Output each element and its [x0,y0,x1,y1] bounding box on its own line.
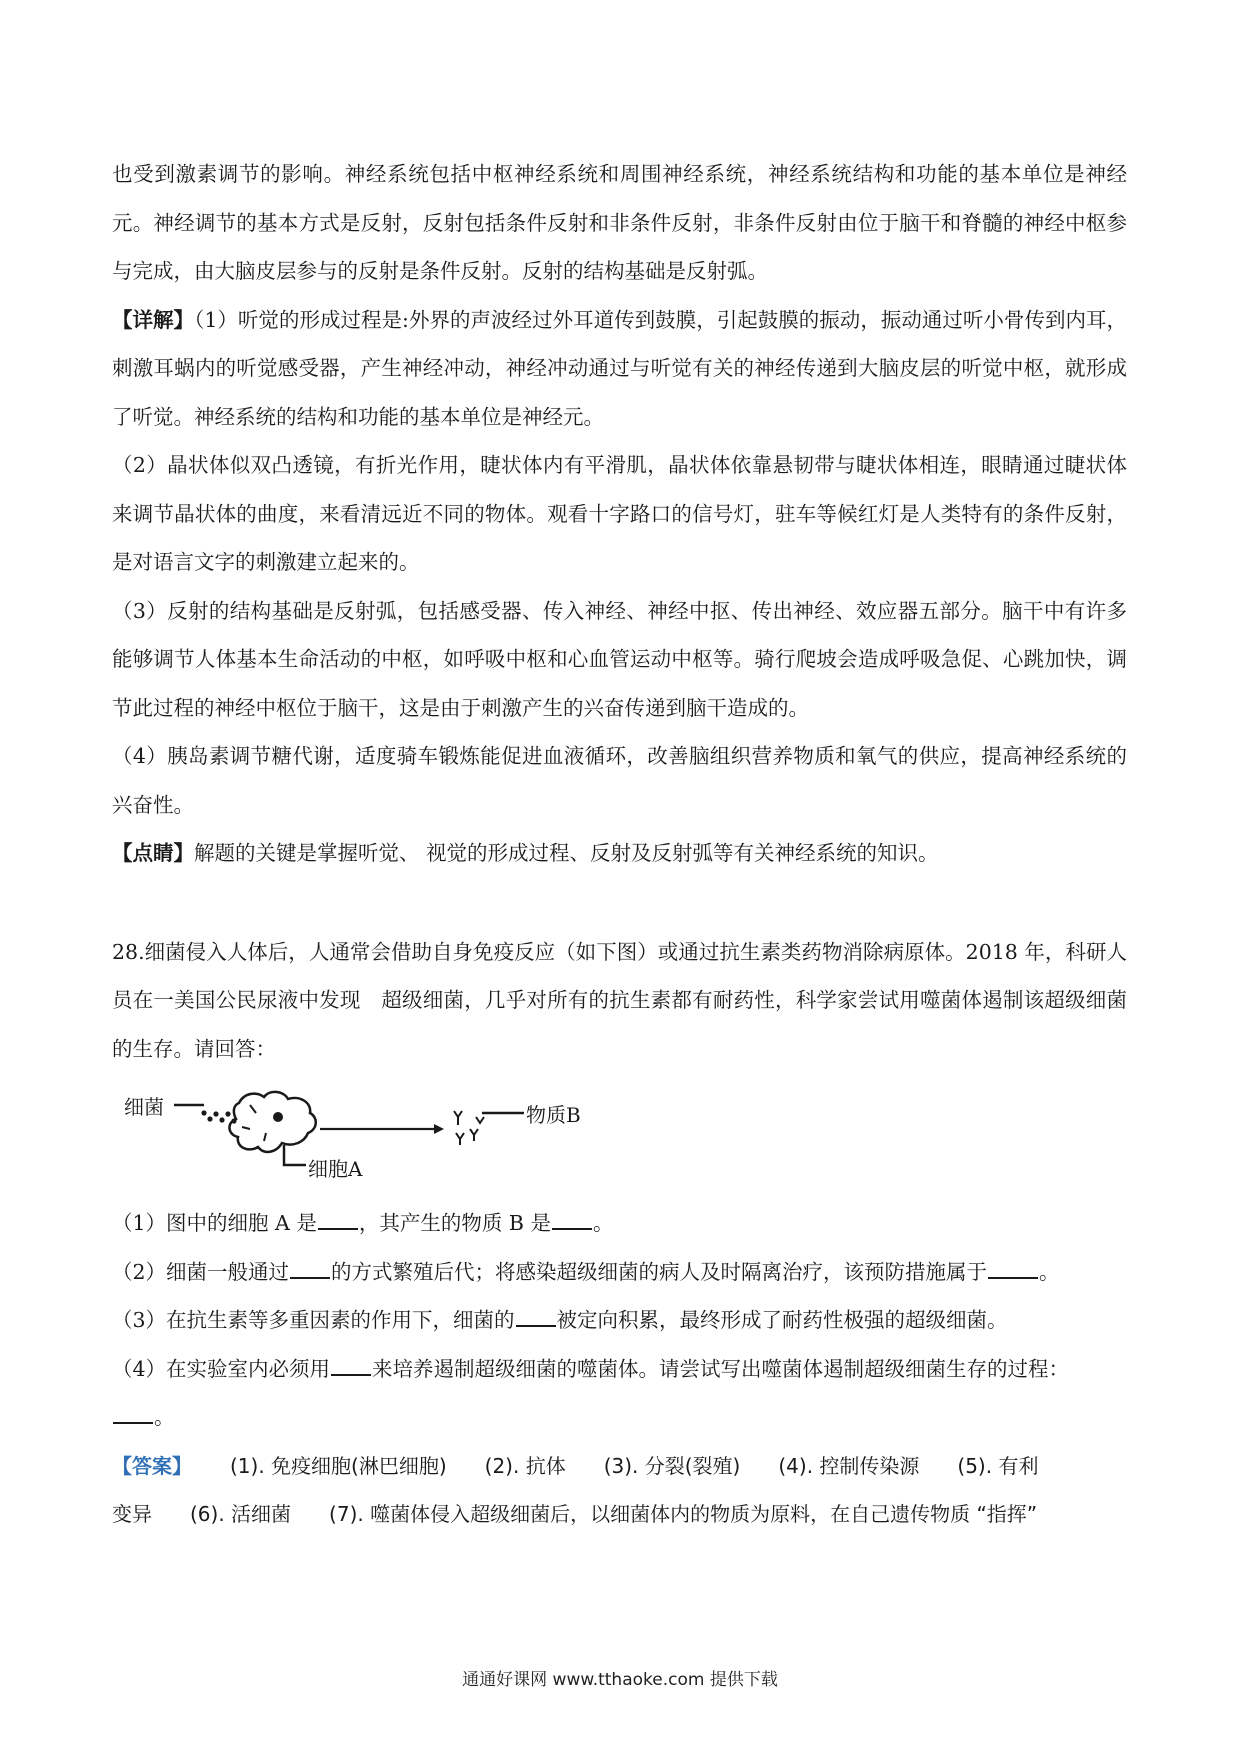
q3-text-a: （3）在抗生素等多重因素的作用下，细菌的 [112,1308,515,1332]
answer-5a: (5). 有利 [957,1453,1039,1478]
question-28-part1 [112,1199,1127,1248]
q1-text-b: ，其产生的物质 B 是 [358,1211,551,1235]
label-cell-a: 细胞A [308,1157,363,1181]
cell-a-shape [229,1092,315,1152]
detail-q4: （4）胰岛素调节糖代谢，适度骑车锻炼能促进血液循环，改善脑组织营养物质和氧气的供应，提高神经系统的兴奋性。 [112,744,1127,817]
comment-paragraph [112,829,1127,878]
label-bacteria: 细菌 [124,1095,164,1119]
answer-blank [516,1324,556,1327]
answer-3: (3). 分裂(裂殖) [603,1453,741,1478]
q4-text-b: 来培养遏制超级细菌的噬菌体。请尝试写出噬菌体遏制超级细菌生存的过程： [372,1356,1070,1381]
detail-q1-text: （1）听觉的形成过程是:外界的声波经过外耳道传到鼓膜，引起鼓膜的振动，振动通过听小骨传到内耳，刺激耳蜗内的听觉感受器，产生神经冲动，神经冲动通过与听觉有关的神经传递到大脑皮层的听觉中枢，就形成了听觉。神经系统的结构和功能的基本单位是神经元。 [112,307,1128,429]
answer-tag: 【答案】 [112,1453,192,1478]
arrow-head [434,1124,444,1134]
question-28-part2 [112,1248,1127,1297]
answer-line-2 [112,1490,1127,1539]
question-28-stem: 28.细菌侵入人体后，人通常会借助自身免疫反应（如下图）或通过抗生素类药物消除病原体。2018 年，科研人员在一美国公民尿液中发现 超级细菌，几乎对所有的抗生素都有耐药性，科学家尝试用噬菌体遏制该超级细菌的生存。请回答： [112,939,1127,1061]
answer-5b: 变异 [112,1502,152,1526]
document-body [112,150,1127,1539]
q1-text-a: （1）图中的细胞 A 是 [112,1211,317,1235]
q2-text-b: 的方式繁殖后代；将感染超级细菌的病人及时隔离治疗，该预防措施属于 [331,1259,988,1284]
immune-response-figure [124,1083,644,1193]
detail-tag: 【详解】 [112,307,195,332]
cell-a-nucleus [273,1112,283,1122]
comment-tag: 【点睛】 [112,841,194,865]
answer-1: (1). 免疫细胞(淋巴细胞) [230,1453,447,1478]
antibody-shapes [454,1111,484,1145]
label-substance-b: 物质B [526,1103,581,1127]
intro-paragraph: 也受到激素调节的影响。神经系统包括中枢神经系统和周围神经系统，神经系统结构和功能的基本单位是神经元。神经调节的基本方式是反射，反射包括条件反射和非条件反射，非条件反射由位于脑干和脊髓的神经中枢参与完成，由大脑皮层参与的反射是条件反射。反射的结构基础是反射弧。 [112,162,1127,283]
page-footer: 通通好课网 www.tthaoke.com 提供下载 [462,1670,778,1690]
comment-text: 解题的关键是掌握听觉、 视觉的形成过程、反射及反射弧等有关神经系统的知识。 [194,841,939,865]
answer-blank [331,1373,371,1376]
answer-6: (6). 活细菌 [190,1502,292,1526]
q4-text-end: 。 [154,1405,175,1429]
answer-blank [552,1227,592,1230]
answer-7: (7). 噬菌体侵入超级细菌后，以细菌体内的物质为原料，在自己遗传物质 “指挥” [329,1502,1038,1526]
answer-2: (2). 抗体 [484,1453,566,1478]
answer-blank [318,1227,358,1230]
detail-q2: （2）晶状体似双凸透镜，有折光作用，睫状体内有平滑肌，晶状体依靠悬韧带与睫状体相连，眼睛通过睫状体来调节晶状体的曲度，来看清远近不同的物体。观看十字路口的信号灯，驻车等候红灯是人类特有的条件反射，是对语言文字的刺激建立起来的。 [112,453,1127,574]
q2-text-c: 。 [1039,1259,1060,1284]
answer-blank [113,1421,153,1424]
q3-text-b: 被定向积累，最终形成了耐药性极强的超级细菌。 [556,1308,1008,1332]
answer-4: (4). 控制传染源 [778,1453,920,1478]
q4-text-a: （4）在实验室内必须用 [112,1356,331,1381]
question-28-part3 [112,1296,1127,1345]
q2-text-a: （2）细菌一般通过 [112,1259,290,1284]
cell-a-pointer [284,1145,306,1165]
detail-q1 [112,296,1127,442]
answer-blank [290,1276,330,1279]
question-28-part4 [112,1345,1127,1394]
answer-blank [988,1276,1038,1279]
answer-line-1 [112,1442,1127,1491]
q1-text-c: 。 [593,1211,614,1235]
question-28-part4-end [112,1393,1127,1442]
detail-q3: （3）反射的结构基础是反射弧，包括感受器、传入神经、神经中抠、传出神经、效应器五部分。脑干中有许多能够调节人体基本生命活动的中枢，如呼吸中枢和心血管运动中枢等。骑行爬坡会造成呼吸急促、心跳加快，调节此过程的神经中枢位于脑干，这是由于刺激产生的兴奋传递到脑干造成的。 [112,598,1127,720]
